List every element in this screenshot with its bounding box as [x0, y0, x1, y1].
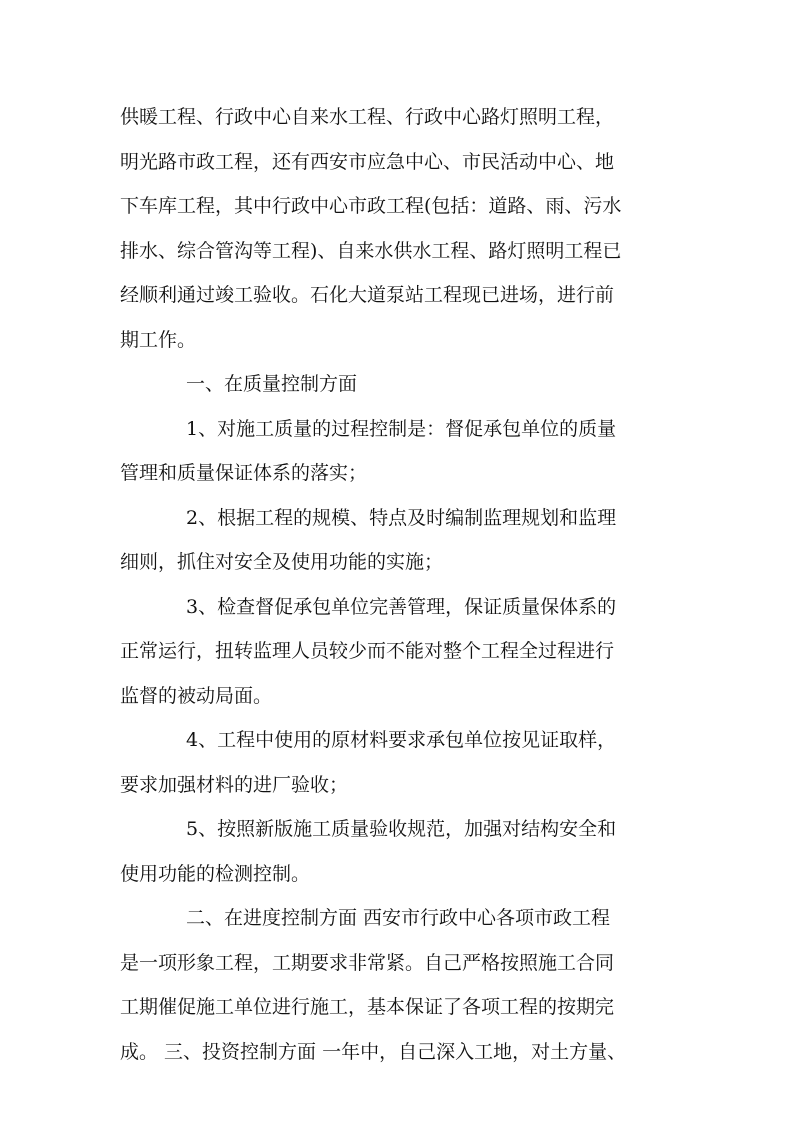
- text-line: 1、对施工质量的过程控制是：督促承包单位的质量: [186, 417, 617, 440]
- text-line: 是一项形象工程，工期要求非常紧。自己严格按照施工合同: [120, 951, 615, 974]
- section-heading-quality: 一、在质量控制方面: [186, 373, 358, 395]
- text-line: 监督的被动局面。: [120, 684, 273, 707]
- text-line: 管理和质量保证体系的落实；: [120, 462, 368, 484]
- text-line: 2、根据工程的规模、特点及时编制监理规划和监理: [186, 506, 617, 529]
- text-line: 供暖工程、行政中心自来水工程、行政中心路灯照明工程，: [120, 106, 615, 128]
- text-line: 正常运行，扭转监理人员较少而不能对整个工程全过程进行: [120, 640, 615, 662]
- document-body: [120, 95, 680, 1074]
- text-line: 使用功能的检测控制。: [120, 862, 311, 885]
- text-line: 下车库工程，其中行政中心市政工程(包括：道路、雨、污水: [120, 195, 622, 217]
- text-line: 工期催促施工单位进行施工，基本保证了各项工程的按期完: [120, 996, 615, 1018]
- text-line: 期工作。: [120, 328, 197, 351]
- text-line: 细则，抓住对安全及使用功能的实施；: [120, 551, 444, 573]
- text-line: 3、检查督促承包单位完善管理，保证质量保体系的: [186, 595, 617, 618]
- text-line: 5、按照新版施工质量验收规范，加强对结构安全和: [186, 818, 617, 840]
- text-line: 要求加强材料的进厂验收；: [120, 773, 349, 796]
- text-line: 成。 三、投资控制方面 一年中，自己深入工地，对土方量、: [120, 1040, 627, 1063]
- section-heading-progress: 二、在进度控制方面 西安市行政中心各项市政工程: [186, 907, 611, 929]
- text-line: 排水、综合管沟等工程)、自来水供水工程、路灯照明工程已: [120, 239, 622, 262]
- text-line: 明光路市政工程，还有西安市应急中心、市民活动中心、地: [120, 150, 615, 173]
- text-line: 4、工程中使用的原材料要求承包单位按见证取样，: [186, 729, 617, 751]
- text-line: 经顺利通过竣工验收。石化大道泵站工程现已进场，进行前: [120, 284, 615, 306]
